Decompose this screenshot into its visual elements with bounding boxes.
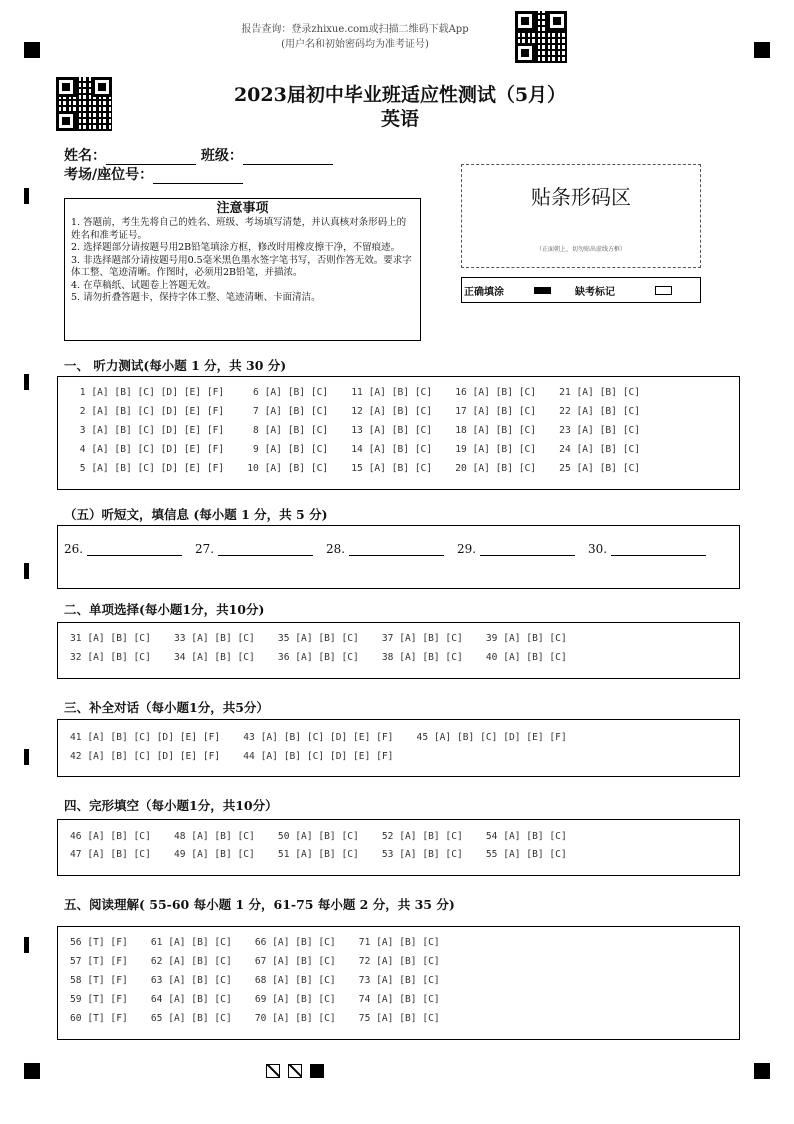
name-blank[interactable] <box>106 150 196 165</box>
answer-row[interactable]: 2 [A] [B] [C] [D] [E] [F] 7 [A] [B] [C] 12 [A] [B] [C] 17 [A] [B] [C] 22 [A] [B] [C] <box>74 406 641 417</box>
blank-line[interactable] <box>611 542 706 556</box>
answer-row[interactable]: 58 [T] [F] 63 [A] [B] [C] 68 [A] [B] [C] 73 [A] [B] [C] <box>70 975 440 986</box>
blank-line[interactable] <box>480 542 575 556</box>
notice-item: 2. 选择题部分请按题号用2B铅笔填涂方框，修改时用橡皮擦干净，不留痕迹。 <box>71 242 401 253</box>
blank-line[interactable] <box>87 542 182 556</box>
timing-mark <box>24 937 29 953</box>
name-field[interactable] <box>64 145 333 165</box>
solid-square-icon <box>310 1064 324 1078</box>
class-blank[interactable] <box>243 150 333 165</box>
section-title-fill-info: （五）听短文，填信息 (每小题 1 分，共 5 分) <box>64 507 328 522</box>
answer-row[interactable]: 41 [A] [B] [C] [D] [E] [F] 43 [A] [B] [C] [D] [E] [F] 45 [A] [B] [C] [D] [E] [F] <box>70 732 567 743</box>
room-seat-label: 考场/座位号： <box>64 167 154 183</box>
class-label: 班级： <box>200 148 243 164</box>
fill-blank-29[interactable] <box>457 542 575 556</box>
answer-row[interactable]: 57 [T] [F] 62 [A] [B] [C] 67 [A] [B] [C] 72 [A] [B] [C] <box>70 956 440 967</box>
answer-row[interactable]: 32 [A] [B] [C] 34 [A] [B] [C] 36 [A] [B] [C] 38 [A] [B] [C] 40 [A] [B] [C] <box>70 652 567 663</box>
notice-item: 5. 请勿折叠答题卡，保持字体工整、笔迹清晰、卡面清洁。 <box>71 292 321 303</box>
absent-mark-label: 缺考标记 <box>575 286 615 298</box>
barcode-area <box>461 164 701 268</box>
room-seat-field[interactable] <box>64 164 243 184</box>
blank-number: 26. <box>64 542 84 556</box>
blank-number: 27. <box>195 542 215 556</box>
hatched-square-icon <box>288 1064 302 1078</box>
fill-blank-26[interactable] <box>64 542 182 556</box>
timing-mark <box>24 188 29 204</box>
report-hint-line1: 报告查询：登录zhixue.com或扫描二维码下载App <box>241 24 469 35</box>
answer-row[interactable]: 47 [A] [B] [C] 49 [A] [B] [C] 51 [A] [B] [C] 53 [A] [B] [C] 55 [A] [B] [C] <box>70 849 567 860</box>
subject-title: 英语 <box>380 108 419 130</box>
barcode-label: 贴条形码区 <box>531 185 631 209</box>
section-title-cloze: 四、完形填空（每小题1分，共10分） <box>64 798 278 813</box>
timing-mark <box>24 749 29 765</box>
registration-mark-bottom-left <box>24 1063 40 1079</box>
absent-checkbox[interactable] <box>655 286 672 295</box>
notice-item: 4. 在草稿纸、试题卷上答题无效。 <box>71 279 217 291</box>
timing-mark <box>24 374 29 390</box>
answer-row[interactable]: 56 [T] [F] 61 [A] [B] [C] 66 [A] [B] [C] 71 [A] [B] [C] <box>70 937 440 948</box>
report-hint-line2: (用户名和初始密码均为准考证号) <box>281 39 429 50</box>
answer-row[interactable]: 31 [A] [B] [C] 33 [A] [B] [C] 35 [A] [B] [C] 37 [A] [B] [C] 39 [A] [B] [C] <box>70 633 567 644</box>
hatched-square-icon <box>266 1064 280 1078</box>
blank-number: 28. <box>326 542 346 556</box>
qr-code-icon <box>56 77 112 131</box>
page-indicator-marks <box>266 1064 332 1078</box>
timing-mark <box>24 563 29 579</box>
barcode-note: （正面朝上，切勿贴出虚线方框） <box>535 246 626 253</box>
blank-number: 29. <box>457 542 477 556</box>
registration-mark-bottom-right <box>754 1063 770 1079</box>
blank-line[interactable] <box>218 542 313 556</box>
answer-row[interactable]: 5 [A] [B] [C] [D] [E] [F] 10 [A] [B] [C] 15 [A] [B] [C] 20 [A] [B] [C] 25 [A] [B] [C] <box>74 463 641 474</box>
answer-row[interactable]: 42 [A] [B] [C] [D] [E] [F] 44 [A] [B] [C] [D] [E] [F] <box>70 751 394 762</box>
section-title-reading: 五、阅读理解( 55-60 每小题 1 分，61-75 每小题 2 分，共 35 分) <box>64 897 455 912</box>
section-title-single-choice: 二、单项选择(每小题1分，共10分) <box>64 602 265 617</box>
room-seat-blank[interactable] <box>153 169 243 184</box>
blank-line[interactable] <box>349 542 444 556</box>
answer-box-fill-info <box>57 525 740 589</box>
registration-mark-top-right <box>754 42 770 58</box>
correct-fill-label: 正确填涂 <box>464 286 504 298</box>
exam-title: 2023届初中毕业班适应性测试（5月） <box>233 84 567 106</box>
answer-row[interactable]: 1 [A] [B] [C] [D] [E] [F] 6 [A] [B] [C] 11 [A] [B] [C] 16 [A] [B] [C] 21 [A] [B] [C] <box>74 387 641 398</box>
fill-blank-27[interactable] <box>195 542 313 556</box>
notice-heading: 注意事项 <box>216 201 269 216</box>
blank-number: 30. <box>588 542 608 556</box>
qr-code-icon <box>515 11 567 63</box>
filled-box-icon <box>534 287 551 294</box>
fill-legend <box>461 277 701 303</box>
name-label: 姓名： <box>64 148 106 164</box>
section-title-dialogue: 三、补全对话（每小题1分，共5分） <box>64 700 269 715</box>
notice-item: 3. 非选择题部分请按题号用0.5毫米黑色墨水签字笔书写，否则作答无效。要求字体工整、笔迹清晰。作图时，必须用2B铅笔，并描浓。 <box>71 254 412 278</box>
section-title-listening: 一、 听力测试(每小题 1 分，共 30 分) <box>64 358 287 373</box>
fill-blank-28[interactable] <box>326 542 444 556</box>
answer-row[interactable]: 59 [T] [F] 64 [A] [B] [C] 69 [A] [B] [C] 74 [A] [B] [C] <box>70 994 440 1005</box>
report-hint <box>210 22 500 52</box>
answer-row[interactable]: 60 [T] [F] 65 [A] [B] [C] 70 [A] [B] [C] 75 [A] [B] [C] <box>70 1013 440 1024</box>
answer-row[interactable]: 46 [A] [B] [C] 48 [A] [B] [C] 50 [A] [B] [C] 52 [A] [B] [C] 54 [A] [B] [C] <box>70 831 567 842</box>
fill-blank-30[interactable] <box>588 542 706 556</box>
notice-box <box>64 198 421 341</box>
answer-row[interactable]: 3 [A] [B] [C] [D] [E] [F] 8 [A] [B] [C] 13 [A] [B] [C] 18 [A] [B] [C] 23 [A] [B] [C] <box>74 425 641 436</box>
answer-row[interactable]: 4 [A] [B] [C] [D] [E] [F] 9 [A] [B] [C] 14 [A] [B] [C] 19 [A] [B] [C] 24 [A] [B] [C] <box>74 444 641 455</box>
notice-item: 1. 答题前，考生先将自己的姓名、班级、考场填写清楚，并认真核对条形码上的姓名和准考证号。 <box>71 217 407 241</box>
registration-mark-top-left <box>24 42 40 58</box>
